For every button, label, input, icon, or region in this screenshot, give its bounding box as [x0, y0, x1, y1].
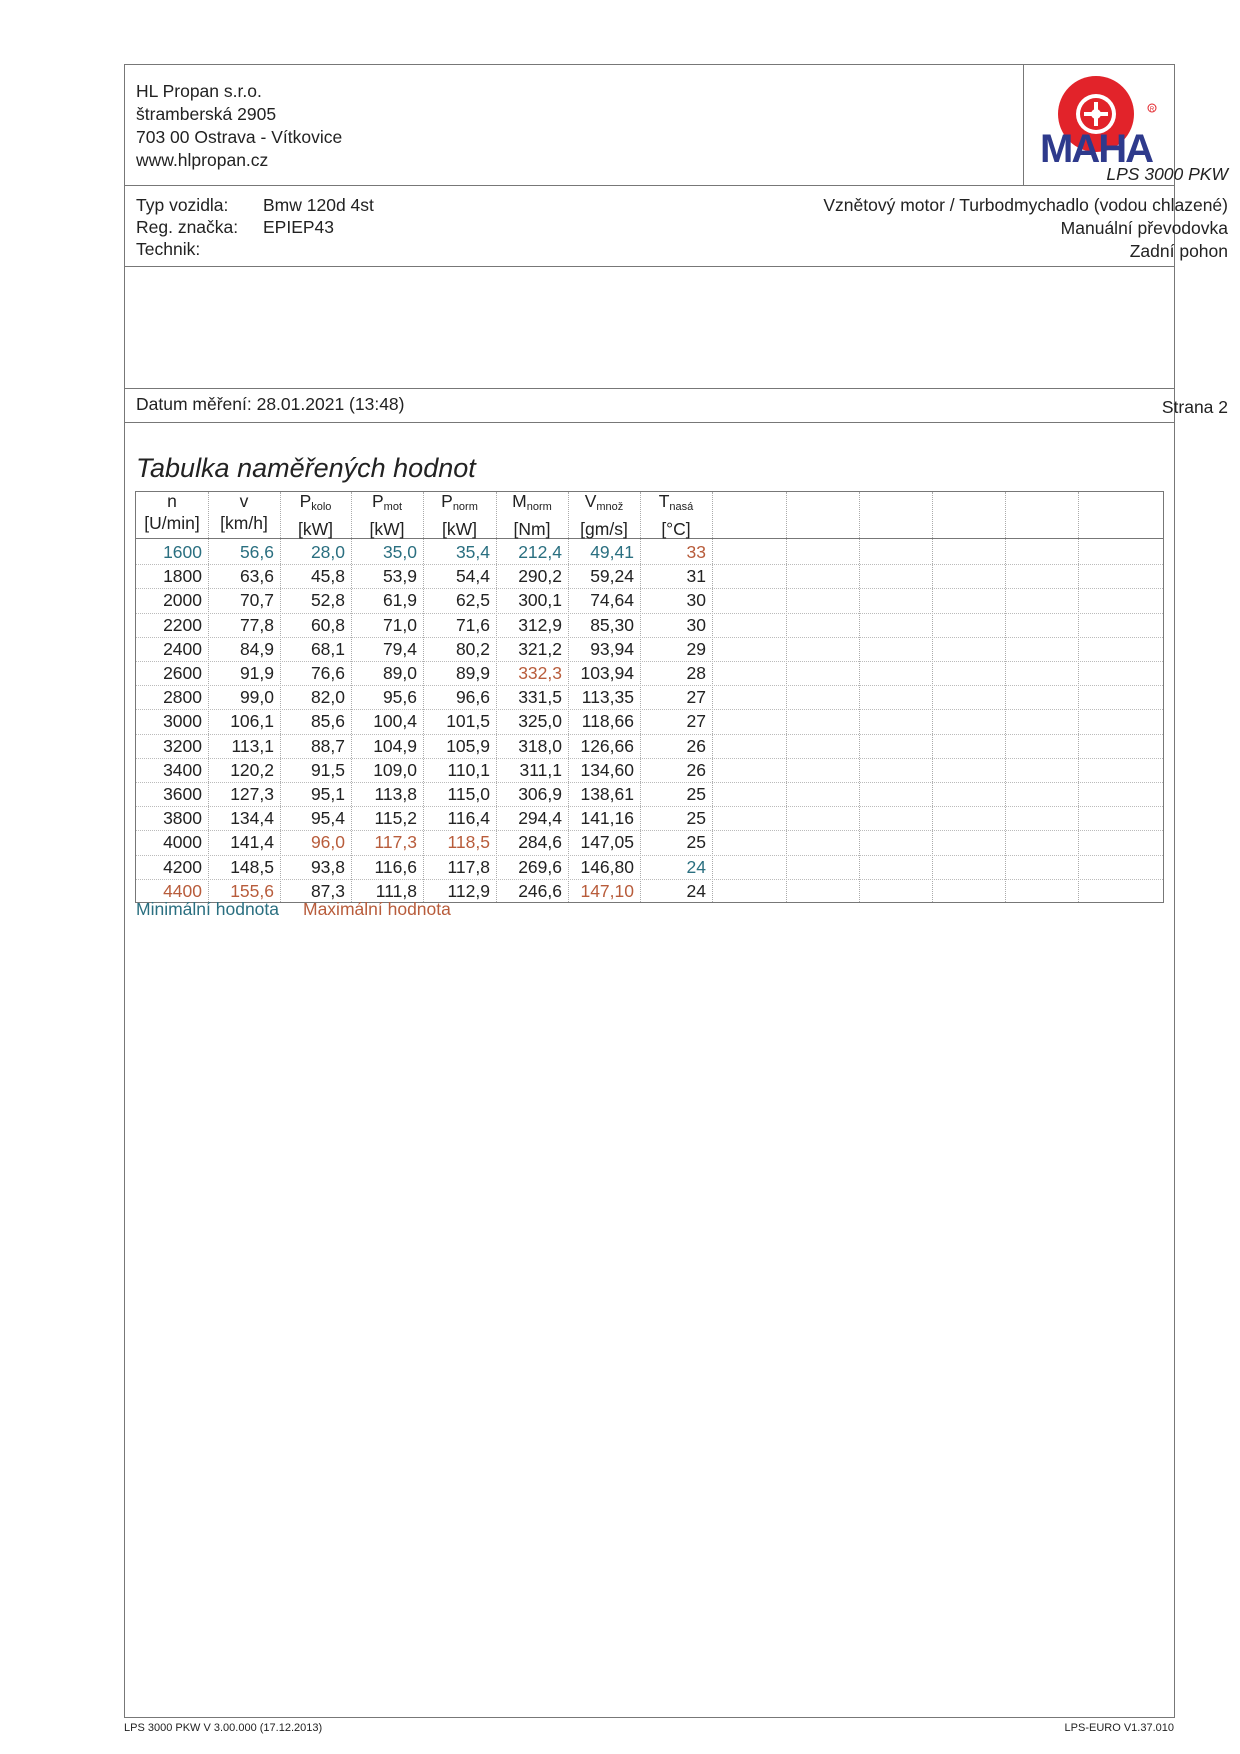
table-header-symbol: $P_{mot}$ [371, 491, 403, 513]
svg-text:R: R [1149, 107, 1155, 113]
table-header-cell [280, 490, 351, 540]
table-cell: 118,5 [447, 832, 490, 852]
company-street: štramberská 2905 [136, 104, 277, 124]
footer-version: LPS 3000 PKW V 3.00.000 (17.12.2013) [124, 1722, 323, 1734]
table-cell: 105,9 [446, 736, 490, 756]
table-cell: 28,0 [310, 542, 345, 562]
table-header-cell [496, 490, 568, 540]
measurement-date: Datum měření: 28.01.2021 (13:48) [136, 394, 405, 414]
table-cell: 212,4 [518, 542, 562, 562]
table-header-cell [208, 490, 280, 534]
table-header-unit: [km/h] [220, 513, 268, 533]
table-grid-line [1078, 492, 1079, 902]
table-header-unit: [U/min] [144, 513, 200, 533]
page-number: Strana 2 [1161, 397, 1228, 417]
table-cell: 117,3 [374, 832, 417, 852]
table-cell: 4400 [163, 881, 202, 901]
table-cell: 74,64 [590, 590, 634, 610]
table-cell: 31 [686, 566, 706, 586]
date-separator [124, 422, 1175, 423]
table-cell: 59,24 [590, 566, 634, 586]
table-header-symbol: $T_{nasá}$ [658, 491, 694, 513]
table-cell: 95,1 [310, 784, 345, 804]
table-header-subscript: nasá [669, 501, 694, 513]
table-cell: 27 [686, 711, 706, 731]
table-cell: 71,0 [382, 615, 417, 635]
table-cell: 120,2 [230, 760, 274, 780]
gearbox-spec: Manuální převodovka [1060, 218, 1228, 238]
table-cell: 311,1 [519, 760, 562, 780]
table-cell: 30 [686, 615, 706, 635]
table-grid-line [712, 492, 713, 902]
table-header-subscript: mot [383, 501, 403, 513]
table-cell: 148,5 [230, 857, 274, 877]
table-cell: 3200 [163, 736, 202, 756]
table-cell: 284,6 [518, 832, 562, 852]
company-web: www.hlpropan.cz [136, 150, 269, 170]
table-cell: 2000 [163, 590, 202, 610]
table-cell: 95,4 [310, 808, 345, 828]
table-cell: 89,0 [382, 663, 417, 683]
table-header-cell [423, 490, 496, 540]
table-cell: 30 [686, 590, 706, 610]
table-cell: 103,94 [580, 663, 634, 683]
table-cell: 141,16 [580, 808, 634, 828]
table-cell: 113,1 [231, 736, 274, 756]
table-cell: 318,0 [518, 736, 562, 756]
table-cell: 53,9 [382, 566, 417, 586]
table-cell: 115,2 [374, 808, 417, 828]
table-header-symbol: $P_{norm}$ [441, 491, 478, 513]
table-cell: 4000 [163, 832, 202, 852]
table-cell: 93,8 [310, 857, 345, 877]
footer-euro-version: LPS-EURO V1.37.010 [1064, 1722, 1174, 1734]
table-cell: 27 [686, 687, 706, 707]
table-cell: 89,9 [455, 663, 490, 683]
table-cell: 82,0 [310, 687, 345, 707]
table-cell: 54,4 [455, 566, 490, 586]
table-cell: 106,1 [230, 711, 274, 731]
table-cell: 45,8 [310, 566, 345, 586]
table-header-cell [640, 490, 712, 540]
table-cell: 332,3 [518, 663, 562, 683]
table-cell: 85,6 [310, 711, 345, 731]
table-cell: 25 [686, 808, 706, 828]
legend-minimum: Minimální hodnota [136, 899, 279, 919]
logo-brand-text: MAHA [1040, 127, 1152, 166]
table-cell: 70,7 [239, 590, 274, 610]
table-cell: 134,60 [580, 760, 634, 780]
table-header-symbol: $P_{kolo}$ [299, 491, 332, 513]
table-cell: 101,5 [446, 711, 490, 731]
table-cell: 2400 [163, 639, 202, 659]
table-grid-line [1005, 492, 1006, 902]
table-cell: 62,5 [455, 590, 490, 610]
table-cell: 312,9 [518, 615, 562, 635]
table-cell: 269,6 [518, 857, 562, 877]
table-grid-line [859, 492, 860, 902]
table-header-subscript: norm [526, 501, 552, 513]
table-cell: 76,6 [310, 663, 345, 683]
table-cell: 109,0 [373, 760, 417, 780]
table-cell: 25 [686, 784, 706, 804]
vehicle-reg-row [136, 216, 374, 238]
vehicle-tech-label: Technik: [136, 239, 201, 259]
table-grid-line [932, 492, 933, 902]
vehicle-separator [124, 266, 1175, 267]
vehicle-reg-label: Reg. značka: [136, 217, 239, 237]
table-cell: 96,0 [310, 832, 345, 852]
table-cell: 56,6 [239, 542, 274, 562]
table-cell: 112,9 [447, 881, 490, 901]
table-cell: 91,5 [310, 760, 345, 780]
table-cell: 104,9 [373, 736, 417, 756]
notes-separator [124, 388, 1175, 389]
vehicle-type-label: Typ vozidla: [136, 195, 229, 215]
table-header-unit: [kW] [442, 519, 477, 539]
table-cell: 127,3 [230, 784, 274, 804]
table-header-symbol: $V_{množ}$ [584, 491, 624, 513]
table-header-unit: [kW] [298, 519, 333, 539]
table-cell: 2800 [163, 687, 202, 707]
table-cell: 3800 [163, 808, 202, 828]
table-cell: 116,6 [374, 857, 417, 877]
company-address [136, 80, 342, 172]
table-header-subscript: norm [452, 501, 478, 513]
header-separator [124, 185, 1175, 186]
table-cell: 3400 [163, 760, 202, 780]
logo-caption: LPS 3000 PKW [1106, 164, 1228, 184]
table-cell: 49,41 [590, 542, 634, 562]
table-cell: 85,30 [590, 615, 634, 635]
table-cell: 35,4 [455, 542, 490, 562]
table-cell: 147,05 [580, 832, 634, 852]
table-cell: 138,61 [580, 784, 634, 804]
table-cell: 111,8 [375, 881, 417, 901]
table-cell: 1600 [163, 542, 202, 562]
table-cell: 110,1 [447, 760, 490, 780]
table-cell: 294,4 [518, 808, 562, 828]
company-name: HL Propan s.r.o. [136, 81, 262, 101]
table-cell: 331,5 [518, 687, 562, 707]
table-grid-line [786, 492, 787, 902]
vehicle-type-value: Bmw 120d 4st [263, 195, 374, 215]
table-cell: 2600 [163, 663, 202, 683]
maha-logo-icon [1024, 66, 1174, 166]
table-cell: 300,1 [518, 590, 562, 610]
table-cell: 246,6 [518, 881, 562, 901]
drive-spec: Zadní pohon [1129, 241, 1228, 261]
table-cell: 325,0 [518, 711, 562, 731]
table-header-subscript: kolo [311, 501, 332, 513]
table-header-symbol: $M_{norm}$ [512, 491, 552, 513]
table-header-unit: [gm/s] [580, 519, 628, 539]
company-city: 703 00 Ostrava - Vítkovice [136, 127, 343, 147]
table-header-cell [568, 490, 640, 540]
table-cell: 33 [686, 542, 706, 562]
vehicle-reg-value: EPIEP43 [263, 217, 335, 237]
table-cell: 71,6 [455, 615, 490, 635]
vehicle-specs [823, 194, 1228, 263]
table-cell: 155,6 [230, 881, 274, 901]
table-cell: 117,8 [447, 857, 490, 877]
table-cell: 3600 [163, 784, 202, 804]
table-cell: 63,6 [239, 566, 274, 586]
table-cell: 3000 [163, 711, 202, 731]
table-cell: 306,9 [518, 784, 562, 804]
table-cell: 99,0 [239, 687, 274, 707]
vehicle-tech-row [136, 238, 374, 260]
table-cell: 146,80 [580, 857, 634, 877]
table-header-unit: [°C] [661, 519, 691, 539]
table-header-unit: [Nm] [513, 519, 551, 539]
table-header-cell [136, 490, 208, 534]
table-cell: 113,8 [374, 784, 417, 804]
table-cell: 96,6 [455, 687, 490, 707]
table-cell: 100,4 [373, 711, 417, 731]
table-cell: 113,35 [581, 687, 634, 707]
table-cell: 26 [686, 736, 706, 756]
table-cell: 28 [686, 663, 706, 683]
table-cell: 115,0 [447, 784, 490, 804]
table-cell: 2200 [163, 615, 202, 635]
table-header-subscript: množ [596, 501, 624, 513]
table-header-symbol: v [239, 491, 249, 511]
legend-maximum: Maximální hodnota [303, 899, 451, 919]
table-cell: 52,8 [310, 590, 345, 610]
table-cell: 87,3 [310, 881, 345, 901]
table-header-symbol: n [167, 491, 177, 511]
table-title: Tabulka naměřených hodnot [136, 453, 476, 483]
table-cell: 35,0 [382, 542, 417, 562]
table-cell: 88,7 [310, 736, 345, 756]
table-cell: 26 [686, 760, 706, 780]
table-cell: 1800 [163, 566, 202, 586]
table-cell: 141,4 [230, 832, 274, 852]
table-header-unit: [kW] [369, 519, 405, 539]
table-cell: 25 [686, 832, 706, 852]
table-cell: 147,10 [580, 881, 634, 901]
engine-spec: Vznětový motor / Turbodmychadlo (vodou chlazené) [823, 195, 1228, 215]
table-cell: 118,66 [581, 711, 634, 731]
table-cell: 116,4 [447, 808, 490, 828]
table-cell: 290,2 [518, 566, 562, 586]
vehicle-info [136, 194, 374, 260]
table-cell: 93,94 [590, 639, 634, 659]
table-cell: 61,9 [382, 590, 417, 610]
table-cell: 68,1 [310, 639, 345, 659]
table-cell: 126,66 [580, 736, 634, 756]
table-cell: 29 [686, 639, 706, 659]
table-cell: 95,6 [382, 687, 417, 707]
table-header-cell [351, 490, 423, 540]
table-cell: 321,2 [518, 639, 562, 659]
table-cell: 77,8 [239, 615, 274, 635]
table-cell: 84,9 [239, 639, 274, 659]
table-cell: 24 [686, 857, 706, 877]
table-cell: 80,2 [455, 639, 490, 659]
table-cell: 91,9 [239, 663, 274, 683]
table-cell: 60,8 [310, 615, 345, 635]
table-cell: 79,4 [382, 639, 417, 659]
table-cell: 24 [686, 881, 706, 901]
vehicle-type-row [136, 194, 374, 216]
table-cell: 134,4 [230, 808, 274, 828]
table-cell: 4200 [163, 857, 202, 877]
